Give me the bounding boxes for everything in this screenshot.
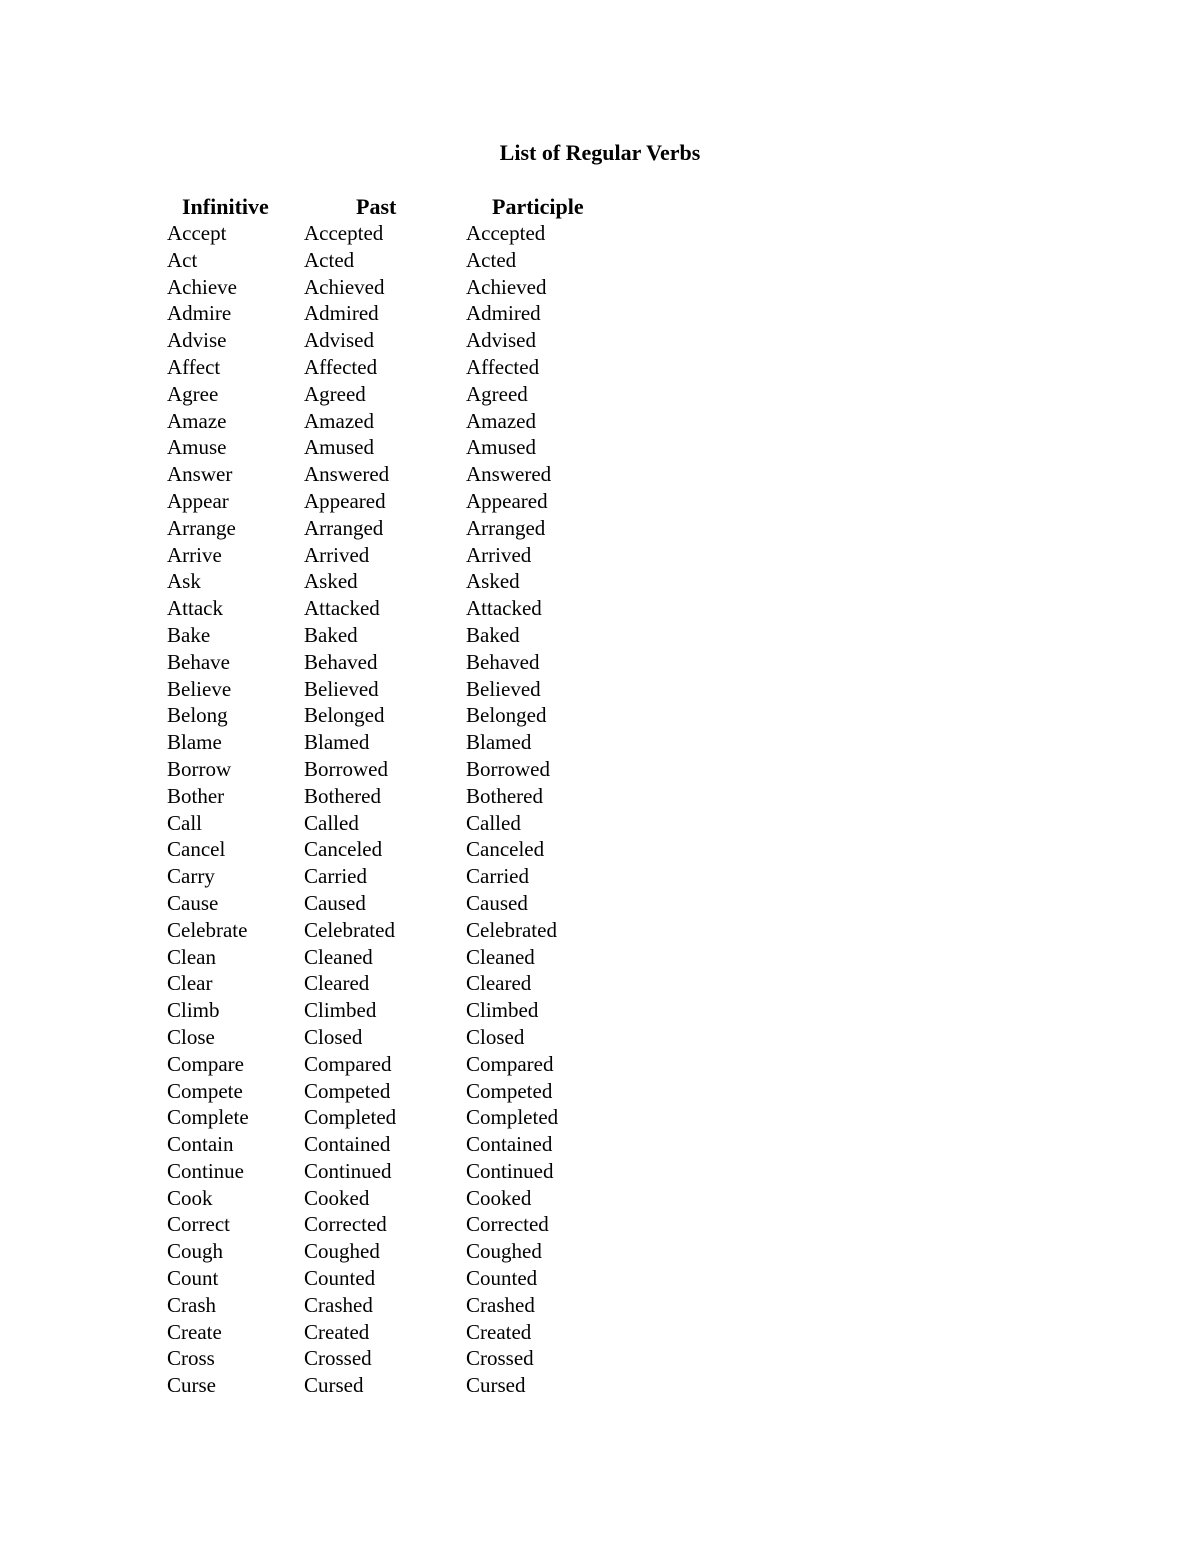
- verb-infinitive: Blame: [167, 730, 222, 755]
- verb-participle: Continued: [466, 1158, 554, 1183]
- verb-infinitive: Climb: [167, 998, 220, 1023]
- verb-past: Counted: [304, 1266, 376, 1291]
- verb-past: Cleaned: [304, 944, 373, 969]
- verb-past: Belonged: [304, 703, 385, 728]
- verb-infinitive: Amuse: [167, 435, 227, 460]
- verb-participle: Answered: [466, 462, 552, 487]
- verb-past: Celebrated: [304, 917, 395, 942]
- verb-infinitive: Believe: [167, 676, 232, 701]
- verb-past: Amused: [304, 435, 374, 460]
- verb-participle: Achieved: [466, 274, 547, 299]
- verb-infinitive: Amaze: [167, 408, 227, 433]
- verb-infinitive: Belong: [167, 703, 228, 728]
- verb-participle: Arrived: [466, 542, 532, 567]
- verb-past: Canceled: [304, 837, 383, 862]
- verb-infinitive: Act: [167, 247, 198, 272]
- verb-infinitive: Cross: [167, 1346, 215, 1371]
- verb-participle: Advised: [466, 328, 536, 353]
- verb-participle: Contained: [466, 1132, 553, 1157]
- verb-past: Crashed: [304, 1292, 373, 1317]
- verb-infinitive: Borrow: [167, 756, 232, 781]
- verb-past: Closed: [304, 1024, 363, 1049]
- verb-past: Answered: [304, 462, 390, 487]
- verb-participle: Behaved: [466, 649, 540, 674]
- verb-infinitive: Attack: [167, 596, 223, 621]
- verb-infinitive: Cancel: [167, 837, 226, 862]
- verb-infinitive: Correct: [167, 1212, 230, 1237]
- verb-infinitive: Curse: [167, 1373, 216, 1398]
- page-title: List of Regular Verbs: [499, 140, 701, 165]
- verb-infinitive: Achieve: [167, 274, 237, 299]
- column-header-past: Past: [356, 194, 397, 219]
- verb-participle: Counted: [466, 1266, 538, 1291]
- verb-past: Called: [304, 810, 359, 835]
- verb-participle: Accepted: [466, 221, 546, 245]
- verb-infinitive: Arrange: [167, 515, 236, 540]
- verb-participle: Bothered: [466, 783, 543, 808]
- verb-infinitive: Cook: [167, 1185, 213, 1210]
- verb-infinitive: Crash: [167, 1292, 216, 1317]
- verb-infinitive: Agree: [167, 381, 219, 406]
- verb-infinitive: Arrive: [167, 542, 222, 567]
- verb-infinitive: Create: [167, 1319, 222, 1344]
- verb-infinitive: Ask: [167, 569, 201, 594]
- verb-participle: Appeared: [466, 488, 548, 513]
- verb-past: Cleared: [304, 971, 370, 996]
- column-header-participle: Participle: [492, 194, 584, 219]
- verb-infinitive: Close: [167, 1024, 215, 1049]
- column-header-infinitive: Infinitive: [182, 194, 269, 219]
- verb-participle: Competed: [466, 1078, 553, 1103]
- verb-participle: Asked: [466, 569, 520, 594]
- verb-participle: Climbed: [466, 998, 539, 1023]
- verb-participle: Belonged: [466, 703, 547, 728]
- verb-infinitive: Carry: [167, 864, 215, 889]
- verb-infinitive: Answer: [167, 462, 233, 487]
- verb-past: Behaved: [304, 649, 378, 674]
- verb-past: Attacked: [304, 596, 380, 621]
- verb-infinitive: Celebrate: [167, 917, 248, 942]
- verb-past: Carried: [304, 864, 367, 889]
- verb-participle: Agreed: [466, 381, 528, 406]
- verb-infinitive: Cause: [167, 890, 219, 915]
- verb-participle: Baked: [466, 622, 520, 647]
- verb-past: Asked: [304, 569, 358, 594]
- verb-past: Cooked: [304, 1185, 370, 1210]
- verb-participle: Caused: [466, 890, 528, 915]
- verb-past: Completed: [304, 1105, 397, 1130]
- verb-past: Appeared: [304, 488, 386, 513]
- verb-participle: Cleaned: [466, 944, 535, 969]
- verb-past: Climbed: [304, 998, 377, 1023]
- verb-participle: Crossed: [466, 1346, 534, 1371]
- verb-past: Borrowed: [304, 756, 388, 781]
- verb-past: Amazed: [304, 408, 374, 433]
- verb-participle: Created: [466, 1319, 532, 1344]
- verb-participle: Coughed: [466, 1239, 542, 1264]
- verb-infinitive: Clean: [167, 944, 216, 969]
- verb-infinitive: Bake: [167, 622, 211, 647]
- verb-infinitive: Cough: [167, 1239, 224, 1264]
- verb-participle: Compared: [466, 1051, 554, 1076]
- verb-infinitive: Call: [167, 810, 202, 835]
- verb-infinitive: Clear: [167, 971, 213, 996]
- verb-past: Blamed: [304, 730, 370, 755]
- verb-participle: Arranged: [466, 515, 546, 540]
- verb-participle: Crashed: [466, 1292, 535, 1317]
- verb-infinitive: Compete: [167, 1078, 243, 1103]
- verb-past: Compared: [304, 1051, 392, 1076]
- verb-past: Believed: [304, 676, 379, 701]
- verb-participle: Blamed: [466, 730, 532, 755]
- verb-past: Coughed: [304, 1239, 380, 1264]
- verb-participle: Borrowed: [466, 756, 550, 781]
- verb-past: Acted: [304, 247, 355, 272]
- verb-participle: Amused: [466, 435, 536, 460]
- verb-past: Continued: [304, 1158, 392, 1183]
- verb-past: Created: [304, 1319, 370, 1344]
- verb-infinitive: Appear: [167, 488, 229, 513]
- verb-infinitive: Complete: [167, 1105, 249, 1130]
- verb-participle: Called: [466, 810, 521, 835]
- verb-infinitive: Behave: [167, 649, 230, 674]
- verb-participle: Believed: [466, 676, 541, 701]
- verb-participle: Carried: [466, 864, 529, 889]
- verb-infinitive: Bother: [167, 783, 225, 808]
- verb-infinitive: Accept: [167, 221, 227, 245]
- verb-participle: Admired: [466, 301, 541, 326]
- verb-past: Baked: [304, 622, 358, 647]
- verb-past: Admired: [304, 301, 379, 326]
- verb-past: Affected: [304, 354, 378, 379]
- verb-infinitive: Count: [167, 1266, 219, 1291]
- verb-past: Crossed: [304, 1346, 372, 1371]
- verb-past: Arranged: [304, 515, 384, 540]
- verb-past: Caused: [304, 890, 366, 915]
- verb-past: Agreed: [304, 381, 366, 406]
- verb-participle: Canceled: [466, 837, 545, 862]
- verb-infinitive: Contain: [167, 1132, 234, 1157]
- verb-participle: Affected: [466, 354, 540, 379]
- verb-participle: Corrected: [466, 1212, 549, 1237]
- verb-past: Arrived: [304, 542, 370, 567]
- verb-infinitive: Compare: [167, 1051, 244, 1076]
- verb-past: Accepted: [304, 221, 384, 245]
- verb-past: Bothered: [304, 783, 381, 808]
- verb-participle: Closed: [466, 1024, 525, 1049]
- verb-participle: Acted: [466, 247, 517, 272]
- verb-past: Corrected: [304, 1212, 387, 1237]
- verb-participle: Cursed: [466, 1373, 526, 1398]
- verb-participle: Amazed: [466, 408, 536, 433]
- verb-infinitive: Advise: [167, 328, 227, 353]
- verb-participle: Cleared: [466, 971, 532, 996]
- verb-past: Contained: [304, 1132, 391, 1157]
- verb-infinitive: Affect: [167, 354, 221, 379]
- verb-participle: Completed: [466, 1105, 559, 1130]
- verb-past: Advised: [304, 328, 374, 353]
- verb-past: Achieved: [304, 274, 385, 299]
- verb-past: Competed: [304, 1078, 391, 1103]
- verb-past: Cursed: [304, 1373, 364, 1398]
- verb-participle: Celebrated: [466, 917, 557, 942]
- verb-participle: Cooked: [466, 1185, 532, 1210]
- verb-infinitive: Admire: [167, 301, 232, 326]
- verb-participle: Attacked: [466, 596, 542, 621]
- verb-infinitive: Continue: [167, 1158, 244, 1183]
